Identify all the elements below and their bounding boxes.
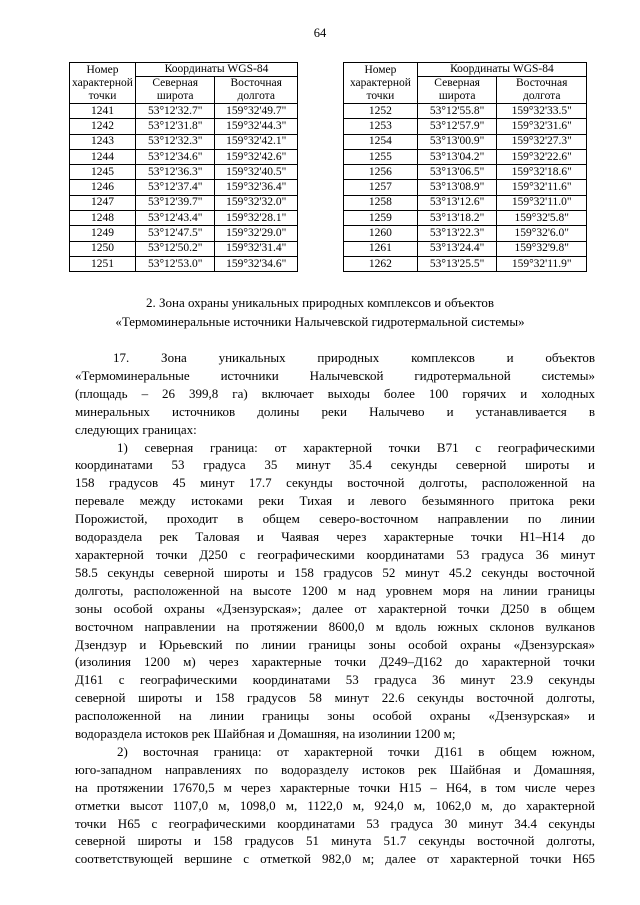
- longitude-cell: 159°32'34.6": [215, 256, 298, 271]
- text-line: северной широты и 158 градусов 51 минута 51.7 секунды восточной долготы,: [75, 833, 595, 849]
- point-number-cell: 1259: [344, 211, 418, 226]
- table-row: [344, 256, 587, 271]
- point-number-cell: 1241: [70, 104, 136, 119]
- paragraph-north-boundary: [75, 439, 595, 743]
- table-row: [70, 104, 298, 119]
- longitude-cell: 159°32'11.6": [497, 180, 587, 195]
- longitude-cell: 159°32'29.0": [215, 226, 298, 241]
- text-line: водораздела истоков рек Шайбная и Домашняя, на изолинии 1200 м;: [75, 726, 456, 742]
- paragraph-east-boundary: [75, 743, 595, 868]
- longitude-cell: 159°32'11.9": [497, 256, 587, 271]
- point-number-cell: 1248: [70, 211, 136, 226]
- latitude-cell: 53°12'57.9": [417, 119, 497, 134]
- point-number-cell: 1249: [70, 226, 136, 241]
- longitude-cell: 159°32'36.4": [215, 180, 298, 195]
- table-row: [344, 104, 587, 119]
- latitude-cell: 53°12'50.2": [135, 241, 214, 256]
- longitude-cell: 159°32'11.0": [497, 195, 587, 210]
- text-line: восточном направлении на протяжении 8600,0 м вдоль южных склонов вулканов: [75, 618, 595, 634]
- section-heading-line-1: 2. Зона охраны уникальных природных комплексов и объектов: [145, 295, 495, 310]
- text-line: характерной точки Д250 с географическими координатами 53 градуса 36 минут: [75, 546, 595, 562]
- page-number: 64: [313, 26, 327, 40]
- latitude-cell: 53°12'34.6": [135, 149, 214, 164]
- point-number-cell: 1260: [344, 226, 418, 241]
- point-number-cell: 1252: [344, 104, 418, 119]
- latitude-cell: 53°13'04.2": [417, 149, 497, 164]
- point-number-cell: 1261: [344, 241, 418, 256]
- longitude-cell: 159°32'9.8": [497, 241, 587, 256]
- table-row: [344, 180, 587, 195]
- latitude-cell: 53°12'47.5": [135, 226, 214, 241]
- table-row: [344, 165, 587, 180]
- longitude-cell: 159°32'22.6": [497, 149, 587, 164]
- text-line: 1) северная граница: от характерной точки В71 с географическими: [117, 439, 595, 455]
- latitude-cell: 53°13'12.6": [417, 195, 497, 210]
- table-row: [344, 195, 587, 210]
- longitude-cell: 159°32'42.6": [215, 149, 298, 164]
- latitude-header: Северная широта: [417, 77, 497, 104]
- text-line: координатами 53 градуса 35 минут 35.4 секунды северной широты и: [75, 457, 595, 473]
- longitude-cell: 159°32'6.0": [497, 226, 587, 241]
- longitude-header: Восточная долгота: [215, 77, 298, 104]
- point-number-cell: 1246: [70, 180, 136, 195]
- text-line: водораздела рек Таловая и Чаявая через характерные точки Н1–Н14 до: [75, 529, 595, 545]
- text-line: зоны особой охраны «Дзензурская»; далее от характерной точки Д250 в общем: [75, 600, 595, 616]
- latitude-cell: 53°13'18.2": [417, 211, 497, 226]
- point-number-cell: 1244: [70, 149, 136, 164]
- latitude-cell: 53°13'08.9": [417, 180, 497, 195]
- longitude-cell: 159°32'40.5": [215, 165, 298, 180]
- table-row: [344, 211, 587, 226]
- text-line: расположенной на линии границы зоны особой охраны «Дзензурская» и: [75, 708, 595, 724]
- paragraph-17: [75, 349, 595, 439]
- table-row: [344, 241, 587, 256]
- point-number-cell: 1255: [344, 149, 418, 164]
- longitude-cell: 159°32'42.1": [215, 134, 298, 149]
- latitude-cell: 53°12'53.0": [135, 256, 214, 271]
- longitude-cell: 159°32'49.7": [215, 104, 298, 119]
- table-row: [70, 180, 298, 195]
- latitude-cell: 53°12'31.8": [135, 119, 214, 134]
- text-line: Д161 с географическими координатами 53 градуса 36 минут 23.9 секунды: [75, 672, 595, 688]
- table-row: [70, 256, 298, 271]
- section-heading-line-2: «Термоминеральные источники Налычевской гидротермальной системы»: [115, 314, 525, 329]
- longitude-cell: 159°32'18.6": [497, 165, 587, 180]
- coordinates-header: Координаты WGS-84: [417, 63, 586, 77]
- point-number-cell: 1256: [344, 165, 418, 180]
- point-number-cell: 1262: [344, 256, 418, 271]
- text-line: юго-западном направлениях по водоразделу истоков рек Шайбная и Домашняя,: [75, 761, 595, 777]
- longitude-cell: 159°32'27.3": [497, 134, 587, 149]
- table-row: [70, 119, 298, 134]
- longitude-cell: 159°32'32.0": [215, 195, 298, 210]
- longitude-cell: 159°32'31.4": [215, 241, 298, 256]
- coordinates-table-left: [69, 62, 298, 272]
- body-text: [75, 349, 595, 868]
- longitude-cell: 159°32'28.1": [215, 211, 298, 226]
- table-row: [344, 149, 587, 164]
- text-line: на протяжении 17670,5 м через характерные точки Н15 – Н64, в том числе через: [75, 779, 595, 795]
- point-number-cell: 1243: [70, 134, 136, 149]
- latitude-cell: 53°13'22.3": [417, 226, 497, 241]
- point-number-cell: 1245: [70, 165, 136, 180]
- text-line: 17. Зона уникальных природных комплексов и объектов: [113, 350, 595, 365]
- latitude-cell: 53°13'25.5": [417, 256, 497, 271]
- point-number-cell: 1251: [70, 256, 136, 271]
- text-line: следующих границах:: [75, 421, 197, 437]
- latitude-cell: 53°13'24.4": [417, 241, 497, 256]
- latitude-cell: 53°13'00.9": [417, 134, 497, 149]
- text-line: 58.5 секунды северной широты и 158 градусов 52 минут 45.2 секунды восточной: [75, 564, 595, 580]
- latitude-header: Северная широта: [135, 77, 214, 104]
- point-number-header: Номер характерной точки: [344, 63, 418, 104]
- latitude-cell: 53°12'37.4": [135, 180, 214, 195]
- point-number-cell: 1247: [70, 195, 136, 210]
- text-line: точки Н65 с географическими координатами 53 градуса 30 минут 34.4 секунды: [75, 815, 595, 831]
- point-number-cell: 1258: [344, 195, 418, 210]
- point-number-cell: 1253: [344, 119, 418, 134]
- longitude-cell: 159°32'5.8": [497, 211, 587, 226]
- text-line: (изолиния 1200 м) через характерные точки Д249–Д162 до характерной точки: [75, 654, 595, 670]
- point-number-header: Номер характерной точки: [70, 63, 136, 104]
- latitude-cell: 53°13'06.5": [417, 165, 497, 180]
- text-line: (площадь – 26 399,8 га) включает выходы более 100 горячих и холодных: [75, 385, 595, 401]
- longitude-header: Восточная долгота: [497, 77, 587, 104]
- text-line: 2) восточная граница: от характерной точки Д161 в общем южном,: [117, 743, 595, 759]
- table-row: [344, 134, 587, 149]
- longitude-cell: 159°32'31.6": [497, 119, 587, 134]
- table-row: [344, 226, 587, 241]
- latitude-cell: 53°12'32.7": [135, 104, 214, 119]
- text-line: северной широты и 158 градусов 58 минут 22.6 секунды восточной долготы,: [75, 690, 595, 706]
- latitude-cell: 53°12'36.3": [135, 165, 214, 180]
- text-line: Порожистой, проходит в общем северо-восточном направлении по линии: [75, 511, 595, 527]
- text-line: перевале между истоками реки Тихая и левого безымянного притока реки: [75, 493, 595, 509]
- coordinates-header: Координаты WGS-84: [135, 63, 297, 77]
- text-line: минеральных источников долины реки Налычево и устанавливается в: [75, 403, 595, 419]
- coordinates-table-right: [343, 62, 587, 272]
- text-line: долготы, расположенной на высоте 1200 м над уровнем моря на линии границы: [75, 582, 595, 598]
- text-line: 158 градусов 45 минут 17.7 секунды восточной долготы, расположенной на: [75, 475, 595, 491]
- table-row: [70, 211, 298, 226]
- table-row: [70, 241, 298, 256]
- point-number-cell: 1250: [70, 241, 136, 256]
- table-row: [70, 226, 298, 241]
- table-row: [70, 149, 298, 164]
- table-row: [70, 195, 298, 210]
- text-line: соответствующей вершине с отметкой 982,0 м; далее от характерной точки Н65: [75, 851, 595, 867]
- longitude-cell: 159°32'44.3": [215, 119, 298, 134]
- point-number-cell: 1242: [70, 119, 136, 134]
- text-line: Дзендзур и Юрьевский по линии границы зоны особой охраны «Дзензурская»: [75, 636, 595, 652]
- latitude-cell: 53°12'32.3": [135, 134, 214, 149]
- table-row: [70, 165, 298, 180]
- latitude-cell: 53°12'55.8": [417, 104, 497, 119]
- latitude-cell: 53°12'43.4": [135, 211, 214, 226]
- text-line: отметки высот 1107,0 м, 1098,0 м, 1122,0 м, 924,0 м, 1062,0 м, до характерной: [75, 797, 595, 813]
- table-row: [70, 134, 298, 149]
- point-number-cell: 1254: [344, 134, 418, 149]
- table-row: [344, 119, 587, 134]
- text-line: «Термоминеральные источники Налычевской гидротермальной системы»: [75, 367, 595, 383]
- longitude-cell: 159°32'33.5": [497, 104, 587, 119]
- point-number-cell: 1257: [344, 180, 418, 195]
- latitude-cell: 53°12'39.7": [135, 195, 214, 210]
